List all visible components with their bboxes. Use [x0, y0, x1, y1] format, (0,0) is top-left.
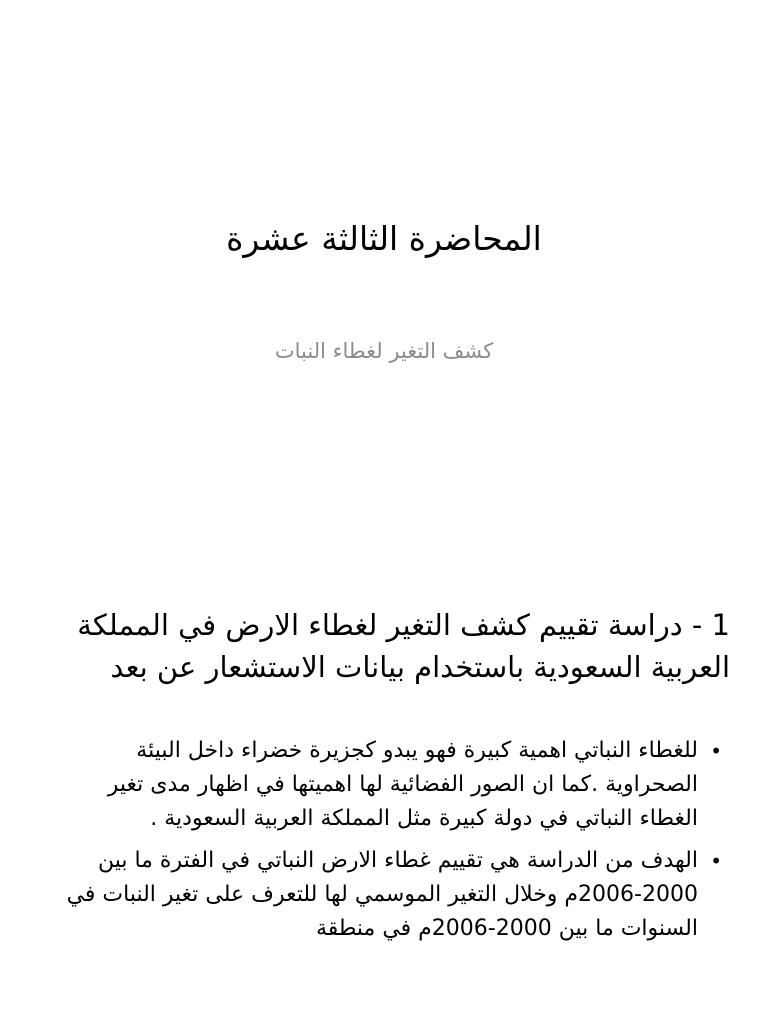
- bullet-list: [58, 734, 726, 954]
- bullet-text: للغطاء النباتي اهمية كبيرة فهو يبدو كجزيرة خضراء داخل البيئة الصحراوية .كما ان الصور الفضائية لها اهميتها في اظهار مدى تغير الغطاء النباتي في دولة كبيرة مثل المملكة العربية السعودية .: [107, 738, 698, 831]
- content-slide: [0, 560, 768, 1024]
- bullet-marker: •: [710, 739, 722, 763]
- bullet-marker: •: [710, 849, 722, 873]
- bullet-item: [58, 844, 726, 946]
- lecture-title: المحاضرة الثالثة عشرة: [226, 219, 542, 258]
- bullet-text: الهدف من الدراسة هي تقييم غطاء الارض النباتي في الفترة ما بين 2000-2006م وخلال التغير الموسمي لها للتعرف على تغير النبات في السنوات ما بين 2000-2006م في منطقة: [66, 848, 698, 941]
- study-heading: 1 - دراسة تقييم كشف التغير لغطاء الارض في المملكة العربية السعودية باستخدام بيانات الاستشعار عن بعد: [77, 608, 730, 684]
- bullet-item: [58, 734, 726, 836]
- lecture-subtitle: كشف التغير لغطاء النبات: [274, 339, 494, 363]
